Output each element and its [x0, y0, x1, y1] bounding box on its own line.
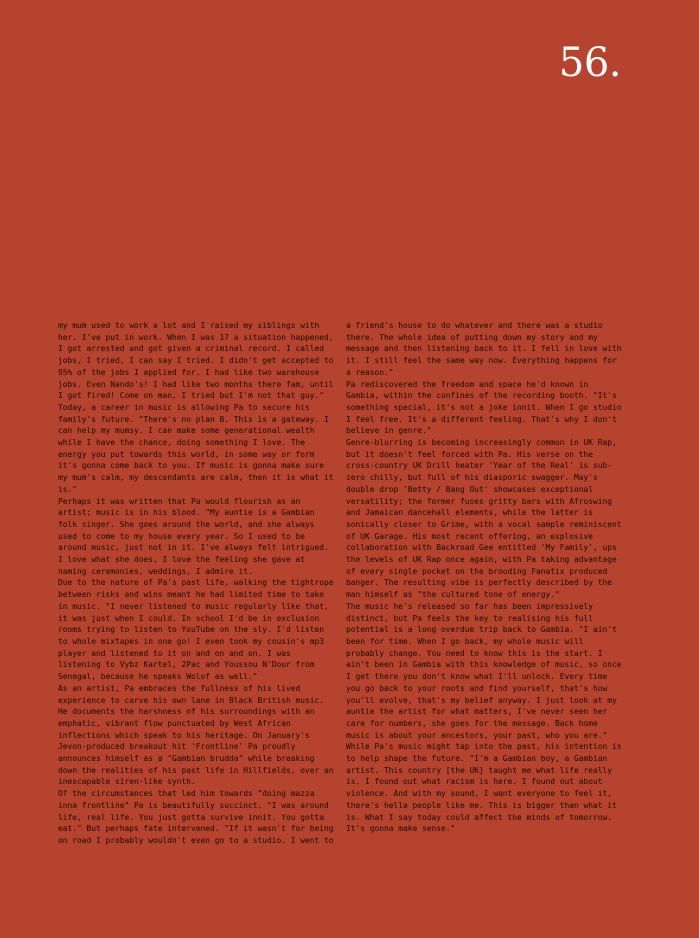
paragraph: Of the circumstances that led him towards "doing mazza inna frontline" Pa is beautifully succinct. "I was around life, real life. You just gotta survive innit. You gotta eat." But perhaps fate intervened. "If it wasn't for being on road I probably wouldn't even go to a studio. I went to	[58, 789, 334, 845]
paragraph: As an artist, Pa embraces the fullness of his lived experience to carve his own lane in Black British music. He documents the harshness of his surroundings with an emphatic, vibrant flow punctuated by West African inflections which speak to his heritage. On January's Jevon-produced breakout hit 'Frontline' Pa proudly announces himself as a "Gambian brudda" while breaking down the realities of his past life in Hillfields, over an inescapable siren-like synth.	[58, 683, 334, 787]
page-number: 56.	[558, 40, 621, 86]
article-column-right	[346, 320, 624, 835]
paragraph: Genre-blurring is becoming increasingly common in UK Rap, but it doesn't feel forced with Pa. His verse on the cross-country UK Drill heater 'Year of the Real' is sub-zero chilly, but full of his diasporic swagger. May's double drop 'Betty / Bang Out' showcases exceptional versatility; the former fuses gritty bars with Afroswing and Jamaican dancehall elements, while the latter is sonically closer to Grime, with a vocal sample reminiscent of UK Garage. His most recent offering, an explosive collaboration with Backroad Gee entitled 'My Family', ups the levels of UK Rap once again, with Pa taking advantage of every single pocket on the brooding Fanatix produced banger. The resulting vibe is perfectly described by the man himself as "the cultured tone of energy."	[346, 438, 622, 600]
paragraph: Due to the nature of Pa's past life, walking the tightrope between risks and wins meant he had limited time to take in music. "I never listened to music regularly like that, it was just when I could. In school I'd be in exclusion rooms trying to listen to YouTube on the sly. I'd listen to whole mixtapes in one go! I even took my cousin's mp3 player and listened to it on and on and on. I was listening to Vybz Kartel, 2Pac and Youssou N'Dour from Senegal, because he speaks Wolof as well."	[58, 578, 334, 682]
paragraph: Perhaps it was written that Pa would flourish as an artist; music is in his blood. "My auntie is a Gambian folk singer. She goes around the world, and she always used to come to my house every year. So I used to be around music, just not in it. I've always felt intrigued. I love what she does, I love the feeling she gave at naming ceremonies, weddings, I admire it.	[58, 496, 329, 576]
article-column-left	[58, 320, 336, 847]
paragraph: Today, a career in music is allowing Pa to secure his family's future. "There's no plan B. This is a gateway. I can help my mumsy. I can make some generational wealth while I have the chance, doing something I love. The energy you put towards this world, in some way or form it's gonna come back to you. If music is gonna make sure my mum's calm, my descendants are calm, then it is what it is."	[58, 402, 334, 494]
paragraph: a friend's house to do whatever and there was a studio there. The whole idea of putting down my story and my message and then listening back to it. I fell in love with it. I still feel the same way now. Everything happens for a reason."	[346, 321, 622, 377]
paragraph: The music he's released so far has been impressively distinct, but Pa feels the key to realising his full potential is a long overdue trip back to Gambia. "I ain't been for time. When I go back, my whole music will probably change. You need to know this is the start. I ain't been in Gambia with this knowledge of music, so once I get there you don't know what I'll unlock. Every time you go back to your roots and find yourself, that's how you'll evolve, that's my belief anyway. I just look at my auntie the artist for what matters, I've never seen her care for numbers, she goes for the message. Back home music is about your ancestors, your past, who you are."	[346, 601, 622, 740]
paragraph: Pa rediscovered the freedom and space he'd known in Gambia, within the confines of the recording booth. "It's something special, it's not a joke innit. When I go studio I feel free. It's a different feeling. That's why I don't believe in genre."	[346, 379, 622, 436]
paragraph: my mum used to work a lot and I raised my siblings with her. I've put in work. When I was 17 a situation happened, I got arrested and got given a criminal record. I called jobs, I tried, I can say I tried. I didn't get accepted to 95% of the jobs I applied for. I had like two warehouse jobs. Even Nando's! I had like two months there fam, until I got fired! Come on man, I tried but I'm not that guy."	[58, 321, 334, 401]
paragraph: While Pa's music might tap into the past, his intention is to help shape the future. "I'm a Gambian boy, a Gambian artist. This country [the UK] taught me what life really is. I found out what racism is here. I found out about violence. And with my sound, I want everyone to feel it, there's hella people like me. This is bigger than what it is. What I say today could affect the minds of tomorrow. It's gonna make sense."	[346, 742, 622, 834]
